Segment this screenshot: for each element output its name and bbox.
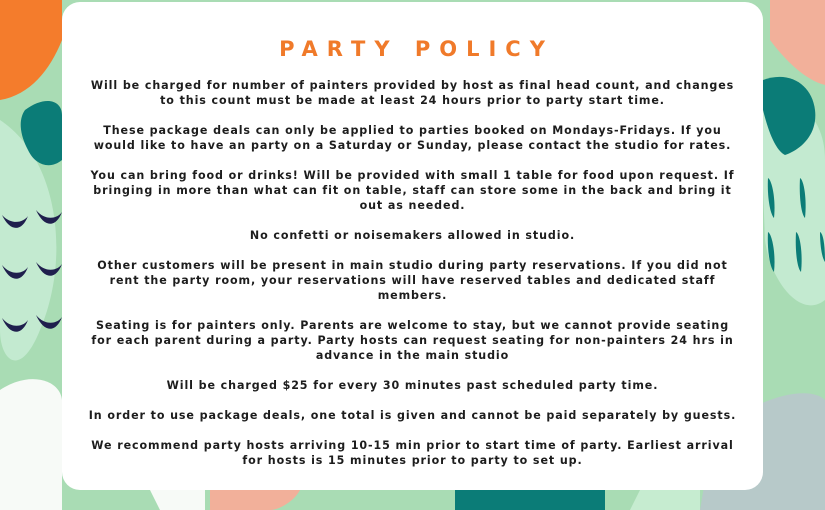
policy-paragraph: In order to use package deals, one total is given and cannot be paid separately by guests. [88, 409, 737, 422]
policy-paragraph: These package deals can only be applied to parties booked on Mondays-Fridays. If you would like to have an party on a Saturday or Sunday, please contact the studio for rates. [93, 124, 732, 152]
policy-paragraph: Will be charged $25 for every 30 minutes past scheduled party time. [166, 379, 659, 392]
policy-card [62, 2, 763, 490]
policy-paragraph: Other customers will be present in main studio during party reservations. If you did not rent the party room, your reservations will have reserved tables and dedicated staff members. [97, 259, 728, 302]
teal-bottom-shape [455, 490, 605, 510]
policy-paragraph: No confetti or noisemakers allowed in studio. [249, 229, 576, 242]
policy-paragraph: Will be charged for number of painters provided by host as final head count, and changes to this count must be made at least 24 hours prior to party start time. [90, 79, 735, 107]
policy-paragraph: Seating is for painters only. Parents are welcome to stay, but we cannot provide seating for each parent during a party. Party hosts can request seating for non-painters 24 hrs in advance in the main studio [91, 319, 734, 362]
policy-paragraph: We recommend party hosts arriving 10-15 min prior to start time of party. Earliest arrival for hosts is 15 minutes prior to party to set up. [91, 439, 734, 467]
page-title: PARTY POLICY [279, 37, 554, 61]
peach-shape [770, 0, 825, 85]
policy-paragraph: You can bring food or drinks! Will be provided with small 1 table for food upon request. If bringing in more than what can fit on table, staff can store some in the back and bring it out as needed. [90, 169, 735, 212]
white-bottom-shape [150, 490, 205, 510]
orange-shape [0, 0, 62, 100]
light-green-bottom-shape [630, 490, 700, 510]
peach-bottom-shape [210, 490, 300, 510]
white-curve-shape [0, 379, 62, 510]
